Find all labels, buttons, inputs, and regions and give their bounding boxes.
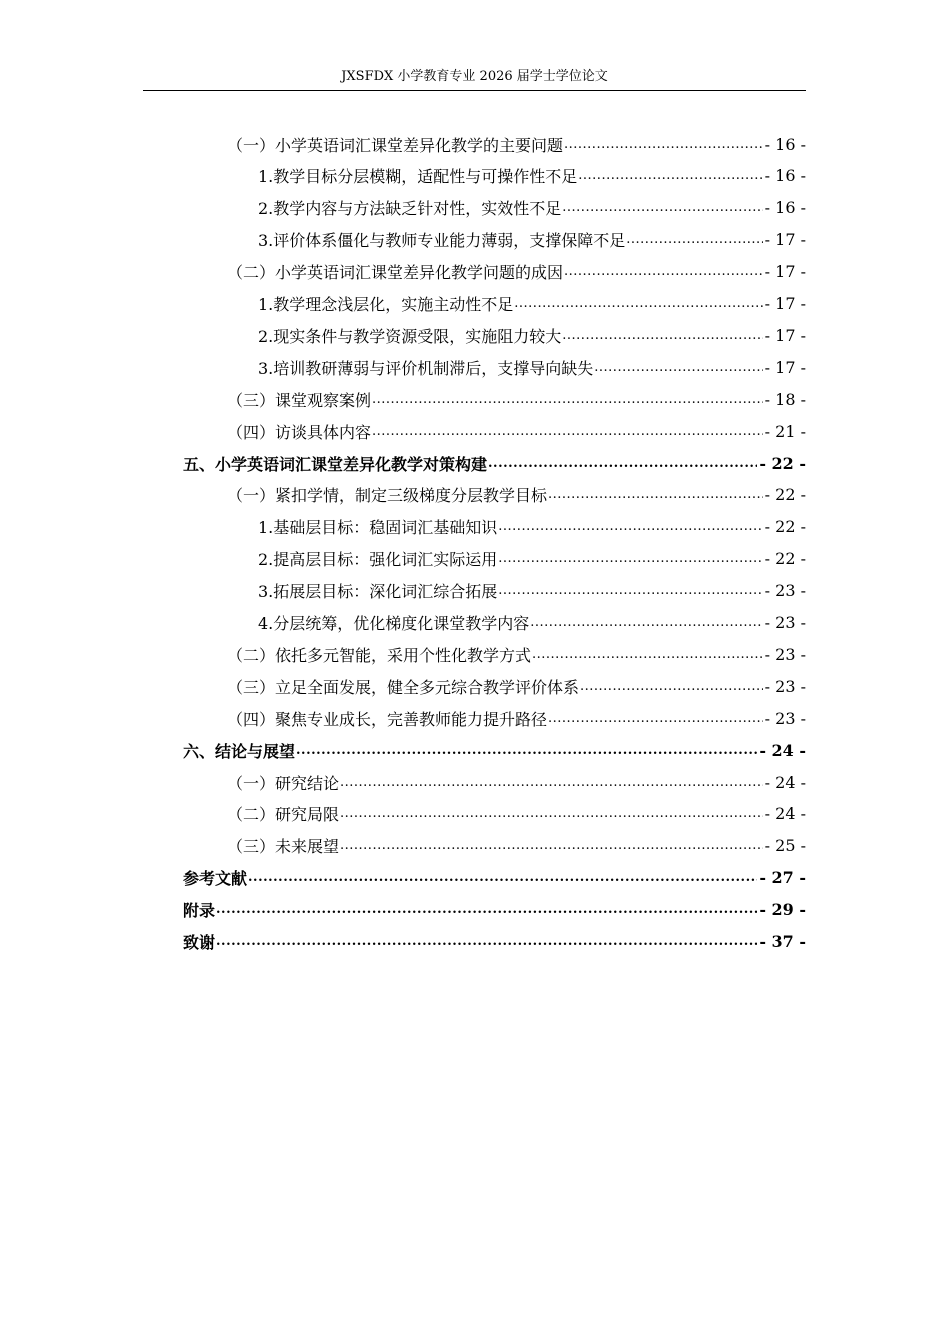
toc-entry[interactable] [227,798,806,830]
toc-entry-title: 3.评价体系僵化与教师专业能力薄弱，支撑保障不足 [258,231,626,251]
toc-leader-dots [563,264,763,279]
toc-leader-dots [215,934,757,949]
toc-leader-dots [497,551,762,566]
toc-entry-page: - 29 - [759,900,806,920]
toc-entry-page: - 21 - [764,421,806,441]
toc-leader-dots [487,456,757,471]
toc-entry[interactable] [258,192,806,224]
toc-leader-dots [497,583,762,598]
toc-entry-page: - 24 - [759,740,806,760]
toc-entry-title: 参考文献 [183,869,248,889]
toc-entry[interactable] [183,894,806,926]
toc-entry-title: （四）聚焦专业成长，完善教师能力提升路径 [227,709,548,729]
toc-leader-dots [371,424,763,439]
toc-entry[interactable] [227,766,806,798]
toc-entry-title: （四）访谈具体内容 [227,422,372,442]
toc-leader-dots [577,168,762,183]
toc-leader-dots [625,232,762,247]
toc-entry-title: 附录 [183,901,216,921]
toc-entry-title: （一）研究结论 [227,773,340,793]
toc-entry-page: - 25 - [764,836,806,856]
toc-leader-dots [513,296,762,311]
toc-entry-page: - 16 - [764,198,806,218]
header-rule [143,90,806,91]
toc-leader-dots [497,519,762,534]
toc-entry[interactable] [227,830,806,862]
toc-leader-dots [529,615,762,630]
toc-entry[interactable] [258,511,806,543]
toc-leader-dots [247,870,757,885]
toc-entry-page: - 17 - [764,325,806,345]
running-header: JXSFDX 小学教育专业 2026 届学士学位论文 [341,69,608,84]
toc-entry-page: - 23 - [764,644,806,664]
toc-entry-title: 五、小学英语词汇课堂差异化教学对策构建 [183,454,488,474]
toc-entry[interactable] [183,926,806,958]
toc-entry-page: - 17 - [764,294,806,313]
toc-entry-title: 3.拓展层目标：深化词汇综合拓展 [258,582,498,602]
toc-entry-page: - 23 - [764,613,806,632]
toc-entry-page: - 22 - [764,517,806,537]
toc-entry-title: 4.分层统筹，优化梯度化课堂教学内容 [258,614,530,633]
toc-entry-page: - 16 - [764,166,806,186]
toc-entry-page: - 23 - [764,708,806,728]
toc-entry[interactable] [258,543,806,575]
toc-entry[interactable] [258,288,806,320]
toc-leader-dots [339,775,763,790]
toc-entry[interactable] [258,575,806,607]
toc-leader-dots [531,647,763,662]
toc-leader-dots [339,806,763,821]
toc-entry[interactable] [258,160,806,192]
toc-entry-title: 2.教学内容与方法缺乏针对性，实效性不足 [258,199,562,219]
toc-entry-title: 1.教学理念浅层化，实施主动性不足 [258,295,514,314]
toc-entry-title: （三）课堂观察案例 [227,390,372,410]
toc-entry-page: - 23 - [764,676,806,696]
toc-leader-dots [593,360,762,375]
toc-entry-title: 六、结论与展望 [183,741,296,761]
toc-entry-page: - 16 - [764,134,806,154]
toc-entry-title: 1.教学目标分层模糊，适配性与可操作性不足 [258,167,578,187]
toc-entry[interactable] [227,638,806,670]
toc-entry[interactable] [227,479,806,511]
toc-entry[interactable] [227,128,806,160]
toc-entry-page: - 17 - [764,357,806,377]
toc-entry-page: - 17 - [764,230,806,250]
toc-entry-title: 致谢 [183,933,216,952]
toc-leader-dots [547,711,763,726]
toc-entry[interactable] [258,224,806,256]
toc-entry-page: - 24 - [764,772,806,792]
toc-entry-title: （二）依托多元智能，采用个性化教学方式 [227,645,532,665]
toc-entry-title: （三）立足全面发展，健全多元综合教学评价体系 [227,677,580,697]
toc-entry[interactable] [227,256,806,288]
toc-entry-page: - 27 - [759,868,806,888]
toc-entry-page: - 22 - [764,549,806,569]
toc-entry[interactable] [183,734,806,766]
toc-entry[interactable] [258,607,806,639]
toc-entry[interactable] [183,447,806,479]
toc-entry[interactable] [258,319,806,351]
toc-entry-page: - 24 - [764,804,806,824]
toc-leader-dots [579,679,763,694]
toc-entry-page: - 37 - [759,932,806,951]
toc-leader-dots [547,487,763,502]
toc-entry-title: 2.提高层目标：强化词汇实际运用 [258,550,498,570]
toc-entry-page: - 22 - [764,485,806,505]
toc-leader-dots [561,328,762,343]
toc-entry[interactable] [227,702,806,734]
toc-entry-page: - 17 - [764,262,806,282]
toc-leader-dots [371,392,763,407]
toc-leader-dots [295,743,757,758]
toc-entry[interactable] [183,862,806,894]
toc-leader-dots [563,137,763,152]
toc-entry-title: （一）小学英语词汇课堂差异化教学的主要问题 [227,135,564,155]
toc-leader-dots [561,200,762,215]
toc-entry-title: （二）小学英语词汇课堂差异化教学问题的成因 [227,263,564,283]
toc-entry-title: （一）紧扣学情，制定三级梯度分层教学目标 [227,486,548,506]
toc-entry-page: - 18 - [764,389,806,409]
toc-entry[interactable] [227,415,806,447]
toc-entry-title: 3.培训教研薄弱与评价机制滞后，支撑导向缺失 [258,358,594,378]
toc-entry[interactable] [227,383,806,415]
toc-leader-dots [215,902,757,917]
toc-entry-title: 1.基础层目标：稳固词汇基础知识 [258,518,498,538]
toc-entry-title: 2.现实条件与教学资源受限，实施阻力较大 [258,326,562,346]
toc-entry[interactable] [227,670,806,702]
toc-entry-page: - 23 - [764,581,806,601]
toc-entry[interactable] [258,351,806,383]
toc-leader-dots [339,838,763,853]
toc-entry-title: （三）未来展望 [227,837,340,857]
toc-entry-title: （二）研究局限 [227,805,340,825]
toc-entry-page: - 22 - [759,453,806,473]
